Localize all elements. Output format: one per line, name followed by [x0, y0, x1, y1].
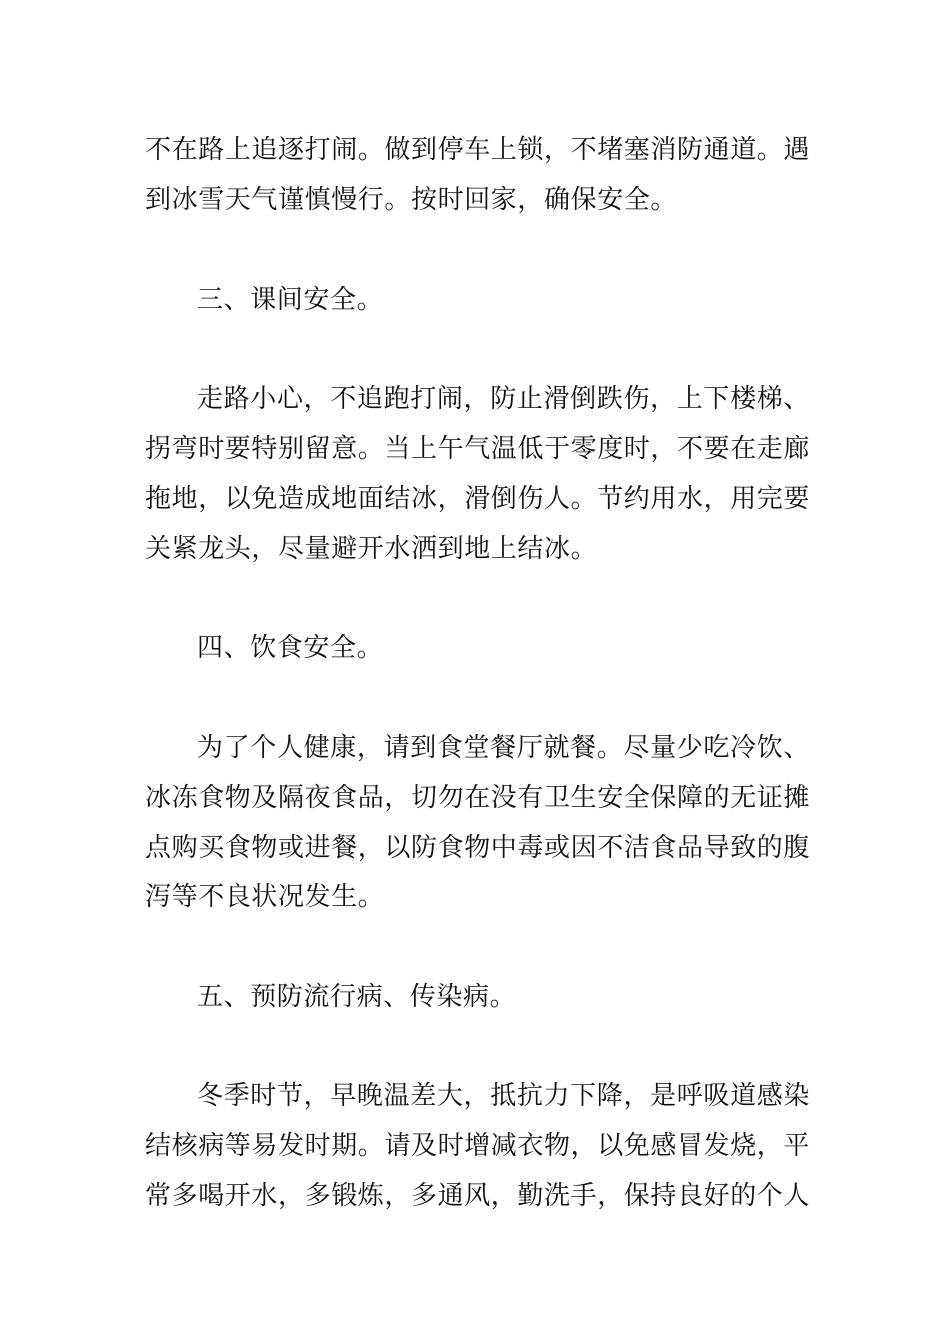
body-line: 拖地，以免造成地面结冰，滑倒伤人。节约用水，用完要: [145, 484, 811, 514]
section-heading: 三、课间安全。: [197, 285, 384, 315]
body-line: 结核病等易发时期。请及时增减衣物，以免感冒发烧，平: [145, 1131, 811, 1161]
body-line: 常多喝开水，多锻炼，多通风，勤洗手，保持良好的个人: [145, 1181, 811, 1211]
body-line: 拐弯时要特别留意。当上午气温低于零度时，不要在走廊: [145, 434, 811, 464]
body-line: 冰冻食物及隔夜食品，切勿在没有卫生安全保障的无证摊: [145, 783, 811, 813]
body-line: 不在路上追逐打闹。做到停车上锁，不堵塞消防通道。遇: [145, 135, 811, 165]
body-line: 到冰雪天气谨慎慢行。按时回家，确保安全。: [145, 185, 678, 215]
body-line: 走路小心，不追跑打闹，防止滑倒跌伤，上下楼梯、: [197, 384, 810, 414]
body-line: 冬季时节，早晚温差大，抵抗力下降，是呼吸道感染: [197, 1081, 810, 1111]
body-line: 为了个人健康，请到食堂餐厅就餐。尽量少吃冷饮、: [197, 733, 810, 763]
body-line: 泻等不良状况发生。: [145, 882, 385, 912]
body-line: 关紧龙头，尽量避开水洒到地上结冰。: [145, 534, 598, 564]
section-heading: 五、预防流行病、传染病。: [197, 982, 517, 1012]
section-heading: 四、饮食安全。: [197, 633, 384, 663]
body-line: 点购买食物或进餐，以防食物中毒或因不洁食品导致的腹: [145, 833, 811, 863]
